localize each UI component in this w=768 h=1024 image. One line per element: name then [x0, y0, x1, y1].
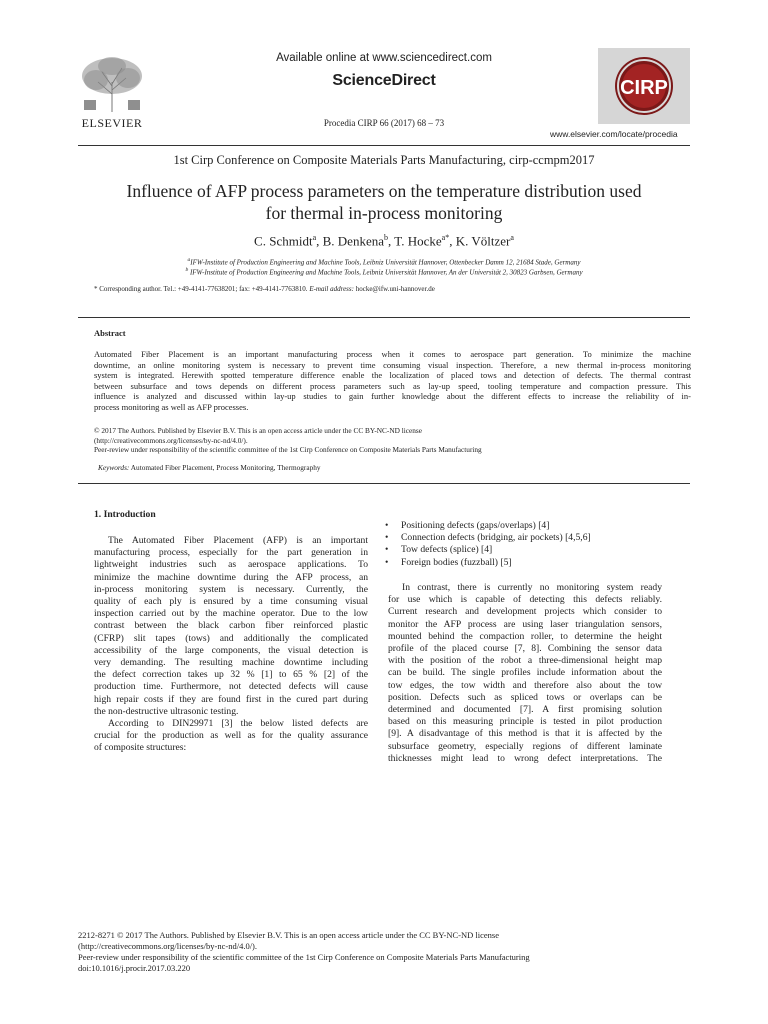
- body-line: tow edges, the tow width and therefore also about the tow: [388, 679, 662, 691]
- corresponding-author: [94, 285, 435, 293]
- abstract-line: system is integrated. Herewith spotted temperature difference enable the localization of placed tows and detection of defects. The thermal contrast: [94, 370, 691, 380]
- footer-issn-license: 2212-8271 © 2017 The Authors. Published by Elsevier B.V. This is an open access article under the CC BY-NC-ND license: [78, 930, 500, 940]
- license-line: © 2017 The Authors. Published by Elsevier B.V. This is an open access article under the CC BY-NC-ND license: [94, 426, 422, 435]
- body-line: According to DIN29971 [3] the below listed defects are: [108, 718, 368, 730]
- body-line: quality of each ply is ensured by a time consuming visual: [94, 596, 368, 608]
- affiliation-b: [0, 267, 768, 276]
- body-line: contrast between the black carbon fiber reinforced plastic: [94, 620, 368, 632]
- bullet-icon: •: [385, 520, 389, 531]
- body-line: thicknesses might lead to wrong defect interpretations. The: [388, 752, 662, 764]
- body-line: lightweight industries such as aerospace applications. To: [94, 559, 368, 571]
- abstract-bottom-divider: [78, 483, 690, 484]
- author-list: C. Schmidt$^a$, B. Denkena$^b$, T. Hocke$^{a*}$, K. Völtzer$^a$: [254, 233, 514, 249]
- cirp-logo-box: [598, 48, 690, 124]
- abstract-body: [94, 349, 691, 412]
- list-item-text: Positioning defects (gaps/overlaps) [4]: [401, 520, 550, 531]
- abstract-line: process monitoring as well as AFP processes.: [94, 401, 249, 412]
- body-line: with the position of the robot a three-dimensional height map: [388, 655, 662, 667]
- right-column: [388, 582, 662, 765]
- list-item: [385, 544, 591, 556]
- body-line: In contrast, there is currently no monitoring system ready: [402, 582, 662, 593]
- body-line: The Automated Fiber Placement (AFP) is an important: [108, 535, 368, 546]
- bullet-icon: •: [385, 556, 389, 568]
- body-line: [9]. A disadvantage of this method is that it is affected by the: [388, 728, 662, 740]
- author-name: K. Völtzer: [455, 233, 511, 249]
- body-line: very demanding. The resulting machine downtime including: [94, 657, 368, 669]
- paper-title: [90, 180, 678, 224]
- license-link[interactable]: (http://creativecommons.org/licenses/by-nc-nd/4.0/).: [94, 435, 248, 445]
- section-heading: 1. Introduction: [94, 509, 156, 520]
- list-item-text: Foreign bodies (fuzzball) [5]: [401, 556, 512, 568]
- abstract-line: Automated Fiber Placement is an important manufacturing process when it comes to aerospace part generation. To minimize the machine: [94, 349, 691, 359]
- body-line: monitor the AFP process are using laser triangulation sensors,: [388, 618, 662, 630]
- footer-peer-review: Peer-review under responsibility of the scientific committee of the 1st Cirp Conference on Composite Materials Parts Manufacturing: [78, 952, 530, 962]
- abstract-heading: Abstract: [94, 328, 126, 338]
- body-line: mounted behind the compaction roller, to determine the height: [388, 630, 662, 642]
- list-item-text: Tow defects (splice) [4]: [401, 544, 493, 556]
- body-line: subsurface geometry, especially regions of different laminate: [388, 740, 662, 752]
- bullet-icon: •: [385, 544, 389, 556]
- author-name: C. Schmidt: [254, 233, 313, 249]
- journal-url: www.elsevier.com/locate/procedia: [550, 129, 678, 139]
- body-line: position. Defects such as spliced tows or overlaps can be: [388, 691, 662, 703]
- abstract-line: downtime, an online monitoring system is necessary to prevent time consuming visual inspection. Therefore, a new thermal in-process monitoring: [94, 359, 691, 370]
- affiliation-text: IFW-Institute of Production Engineering and Machine Tools, Leibniz Universität Hannover, Ottenbecker Damm 12, 21684 Stade, Germany: [190, 258, 581, 267]
- abstract-line: influence is analyzed and discussed within lay-up studies to gain further knowledge about the different effects to increase the reliability of in-: [94, 391, 691, 401]
- list-item: [385, 557, 591, 569]
- body-line: accessibility of the large components, the visual detection is: [94, 644, 368, 656]
- body-line: (CFRP) slit tapes (tows) and additionally the complicated: [94, 632, 368, 644]
- abstract-license-block: [94, 426, 694, 455]
- corresponding-contact: * Corresponding author. Tel.: +49-4141-77638201; fax: +49-4141-7763810.: [94, 285, 308, 293]
- body-line: inspection carried out by the machine operator. Due to the low: [94, 608, 368, 620]
- elsevier-tree-logo: [74, 54, 150, 114]
- body-line: based on this measuring principle is tested in pilot production: [388, 716, 662, 728]
- body-line: in-process monitoring system is necessary. Currently, the: [94, 583, 368, 595]
- defect-bullet-list: [385, 520, 591, 569]
- list-item: [385, 532, 591, 544]
- body-line: for use which is capable of detecting this defects reliably.: [388, 594, 662, 606]
- author-name: T. Hocke: [394, 233, 442, 249]
- author-affiliation-mark: a: [510, 233, 514, 242]
- abstract-line: between subsurface and tows depends on different process parameters such as lay-up speed, tooling temperature and compaction pressure. This: [94, 380, 691, 391]
- abstract-top-divider: [78, 317, 690, 318]
- title-line: for thermal in-process monitoring: [265, 203, 503, 223]
- body-line: Current research and development projects which consider to: [388, 606, 662, 618]
- page-footer: [78, 930, 690, 974]
- footer-license-link[interactable]: (http://creativecommons.org/licenses/by-nc-nd/4.0/).: [78, 941, 258, 951]
- body-line: high repair costs if they are found first in the cured part during: [94, 693, 368, 705]
- cirp-logo-text: CIRP: [620, 77, 668, 99]
- elsevier-logo-text: ELSEVIER: [81, 116, 143, 130]
- email-address: hocke@ifw.uni-hannover.de: [355, 285, 435, 293]
- affiliation-a: [0, 257, 768, 266]
- available-online-text: Available online at www.sciencedirect.com: [276, 52, 492, 64]
- left-column: [94, 535, 368, 755]
- body-line: can be build. The single profiles include information about the: [388, 667, 662, 679]
- author-affiliation-mark: a*: [441, 233, 450, 242]
- author-name: B. Denkena: [322, 233, 384, 249]
- author-affiliation-mark: a: [312, 233, 317, 242]
- peer-review-line: Peer-review under responsibility of the scientific committee of the 1st Cirp Conference on Composite Materials Parts Manufacturing: [94, 445, 482, 454]
- list-item-text: Connection defects (bridging, air pockets) [4,5,6]: [401, 532, 591, 544]
- body-line: minimize the machine downtime during the AFP process, an: [94, 571, 368, 583]
- sciencedirect-wordmark: ScienceDirect: [332, 72, 436, 89]
- cirp-logo-icon: [598, 48, 690, 124]
- header-divider: [78, 145, 690, 146]
- body-line: determined and documented [7]. A first promising solution: [388, 704, 662, 716]
- body-line: production time. Furthermore, not detected defects will cause: [94, 681, 368, 693]
- title-line: Influence of AFP process parameters on the temperature distribution used: [126, 181, 642, 201]
- body-line: the non-destructive ultrasonic testing.: [94, 705, 239, 717]
- body-line: profile of the placed course [7, 8]. Combining the sensor data: [388, 643, 662, 655]
- body-line: manufacturing process, especially for the part generation in: [94, 547, 368, 559]
- body-line: the defect correction takes up 32 % [1] to 65 % [2] of the: [94, 669, 368, 681]
- body-line: of composite structures:: [94, 742, 187, 754]
- conference-name: 1st Cirp Conference on Composite Materials Parts Manufacturing, cirp-ccmpm2017: [173, 153, 595, 167]
- keywords-text: Automated Fiber Placement, Process Monitoring, Thermography: [130, 463, 321, 472]
- body-line: crucial for the production as well as for the quality assurance: [94, 730, 368, 742]
- email-label: E-mail address:: [309, 285, 354, 293]
- bullet-icon: •: [385, 532, 389, 544]
- keywords: [98, 463, 321, 472]
- affiliation-mark: a: [187, 257, 191, 263]
- list-item: [385, 520, 591, 532]
- affiliation-text: IFW-Institute of Production Engineering and Machine Tools, Leibniz Universität Hannover, An der Universität 2, 30823 Garbsen, Germany: [189, 268, 583, 277]
- author-affiliation-mark: b: [384, 233, 388, 242]
- keywords-label: Keywords:: [98, 463, 130, 472]
- footer-doi[interactable]: doi:10.1016/j.procir.2017.03.220: [78, 963, 191, 973]
- affiliation-mark: b: [185, 267, 189, 273]
- journal-reference: Procedia CIRP 66 (2017) 68 – 73: [323, 118, 445, 128]
